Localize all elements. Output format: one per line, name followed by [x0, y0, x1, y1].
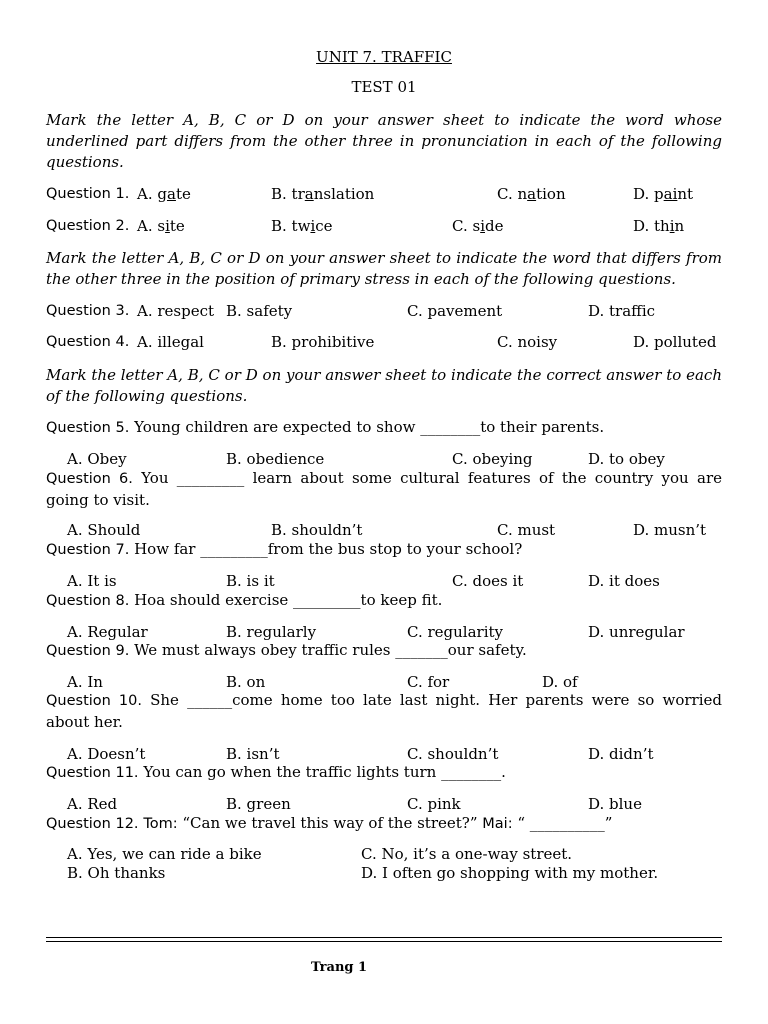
question-5-stem [46, 418, 604, 438]
question-9-stem [46, 641, 527, 661]
option-text: D. p [633, 185, 664, 203]
question-4-option-d[interactable]: D. polluted [633, 333, 717, 351]
question-10-option-d[interactable]: D. didn’t [588, 745, 654, 763]
mai-line: “ __________” [517, 814, 613, 832]
underlined-part: i [165, 217, 170, 235]
question-8-option-a[interactable]: A. Regular [67, 623, 148, 641]
underlined-part: i [669, 217, 675, 235]
question-3-option-d[interactable]: D. traffic [588, 302, 656, 320]
page-number: Trang 1 [310, 960, 368, 975]
question-text: You can go when the traffic lights turn ________. [143, 763, 506, 781]
question-5-option-b[interactable]: B. obedience [226, 450, 325, 468]
question-5-option-c[interactable]: C. obeying [452, 450, 533, 468]
option-text: C. s [452, 217, 481, 235]
question-11-option-c[interactable]: C. pink [407, 795, 461, 813]
speaker-mai: Mai: [482, 816, 513, 832]
question-3-option-c[interactable]: C. pavement [407, 302, 503, 320]
question-9-option-d[interactable]: D. of [542, 673, 578, 691]
question-7-option-a[interactable]: A. It is [67, 572, 117, 590]
question-1-option-a[interactable] [137, 185, 191, 204]
question-4-option-b[interactable]: B. prohibitive [271, 333, 375, 351]
option-text: B. tr [271, 185, 305, 203]
question-11-option-a[interactable]: A. Red [67, 795, 118, 813]
question-8-option-c[interactable]: C. regularity [407, 623, 503, 641]
option-text: A. s [137, 217, 166, 235]
question-1-option-c[interactable] [497, 185, 566, 204]
underlined-part: a [304, 185, 314, 203]
underlined-part: i [310, 217, 316, 235]
question-12-option-d[interactable]: D. I often go shopping with my mother. [361, 864, 659, 882]
question-text: How far _________from the bus stop to your school? [134, 540, 523, 558]
question-2-option-a[interactable] [137, 217, 185, 236]
question-label: Question 8. [46, 593, 130, 609]
question-label: Question 9. [46, 643, 130, 659]
question-10-option-c[interactable]: C. shouldn’t [407, 745, 499, 763]
question-5-option-a[interactable]: A. Obey [67, 450, 127, 468]
question-12-option-b[interactable]: B. Oh thanks [67, 864, 166, 882]
question-10-stem [46, 690, 722, 733]
option-text: C. n [497, 185, 528, 203]
question-12-option-a[interactable]: A. Yes, we can ride a bike [67, 845, 262, 863]
question-12-stem [46, 814, 612, 834]
instruction-pronunciation: Mark the letter A, B, C or D on your answer sheet to indicate the word whose underlined part differs from the other three in pronunciation in each of the following questions. [46, 111, 722, 171]
instruction-stress: Mark the letter A, B, C or D on your answer sheet to indicate the word that differs from the other three in the position of primary stress in each of the following questions. [46, 249, 722, 288]
question-text: Young children are expected to show ________to their parents. [134, 418, 605, 436]
question-2-option-d[interactable] [633, 217, 684, 236]
question-4-option-a[interactable]: A. illegal [137, 333, 204, 351]
question-12-option-c[interactable]: C. No, it’s a one-way street. [361, 845, 573, 863]
question-1-option-b[interactable] [271, 185, 374, 204]
question-label: Question 5. [46, 420, 130, 436]
question-label: Question 12. [46, 816, 139, 832]
question-11-option-b[interactable]: B. green [226, 795, 291, 813]
question-6-stem [46, 468, 722, 511]
question-text: We must always obey traffic rules _______our safety. [134, 641, 527, 659]
question-label: Question 7. [46, 542, 130, 558]
option-text: D. th [633, 217, 670, 235]
question-10-option-a[interactable]: A. Doesn’t [67, 745, 146, 763]
option-text: de [485, 217, 504, 235]
question-label: Question 10. [46, 693, 142, 709]
question-10-option-b[interactable]: B. isn’t [226, 745, 280, 763]
question-2-option-c[interactable] [452, 217, 503, 236]
question-5-option-d[interactable]: D. to obey [588, 450, 665, 468]
question-text: Hoa should exercise _________to keep fit. [134, 591, 443, 609]
question-4-option-c[interactable]: C. noisy [497, 333, 558, 351]
question-6-option-d[interactable]: D. musn’t [633, 521, 707, 539]
question-4-label: Question 4. [46, 334, 130, 350]
question-9-option-c[interactable]: C. for [407, 673, 450, 691]
question-6-option-c[interactable]: C. must [497, 521, 556, 539]
question-text: She ______come home too late last night. Her parents were so worried about her. [46, 691, 722, 731]
question-8-option-d[interactable]: D. unregular [588, 623, 685, 641]
question-11-stem [46, 763, 506, 783]
tom-line: “Can we travel this way of the street?” [182, 814, 478, 832]
option-text: n [674, 217, 685, 235]
page-subtitle: TEST 01 [351, 78, 417, 96]
option-text: nslation [313, 185, 375, 203]
question-label: Question 6. [46, 471, 133, 487]
option-text: tion [536, 185, 566, 203]
question-2-option-b[interactable] [271, 217, 333, 236]
question-8-stem [46, 591, 442, 611]
option-text: B. tw [271, 217, 311, 235]
footer-divider [46, 937, 722, 938]
question-1-option-d[interactable] [633, 185, 693, 204]
question-6-option-b[interactable]: B. shouldn’t [271, 521, 363, 539]
question-3-label: Question 3. [46, 303, 130, 319]
instruction-correct-answer: Mark the letter A, B, C or D on your answer sheet to indicate the correct answer to each of the following questions. [46, 366, 722, 405]
footer-divider [46, 941, 722, 942]
question-6-option-a[interactable]: A. Should [67, 521, 141, 539]
question-7-option-d[interactable]: D. it does [588, 572, 660, 590]
page-title: UNIT 7. TRAFFIC [316, 48, 452, 66]
underlined-part: a [527, 185, 537, 203]
option-text: nt [677, 185, 694, 203]
question-7-option-c[interactable]: C. does it [452, 572, 524, 590]
question-9-option-a[interactable]: A. In [67, 673, 103, 691]
option-text: te [175, 185, 191, 203]
question-8-option-b[interactable]: B. regularly [226, 623, 317, 641]
underlined-part: i [480, 217, 485, 235]
question-1-label: Question 1. [46, 186, 130, 202]
question-9-option-b[interactable]: B. on [226, 673, 266, 691]
speaker-tom: Tom: [143, 816, 178, 832]
question-7-option-b[interactable]: B. is it [226, 572, 275, 590]
question-text: You _________ learn about some cultural features of the country you are going to visit. [46, 469, 722, 509]
option-text: ce [315, 217, 333, 235]
option-text: te [169, 217, 185, 235]
option-text: A. g [137, 185, 167, 203]
question-7-stem [46, 540, 522, 560]
underlined-part: a [166, 185, 176, 203]
underlined-part: ai [663, 185, 678, 203]
question-3-option-b[interactable]: B. safety [226, 302, 293, 320]
question-label: Question 11. [46, 765, 139, 781]
question-3-option-a[interactable]: A. respect [137, 302, 215, 320]
question-2-label: Question 2. [46, 218, 130, 234]
question-11-option-d[interactable]: D. blue [588, 795, 642, 813]
